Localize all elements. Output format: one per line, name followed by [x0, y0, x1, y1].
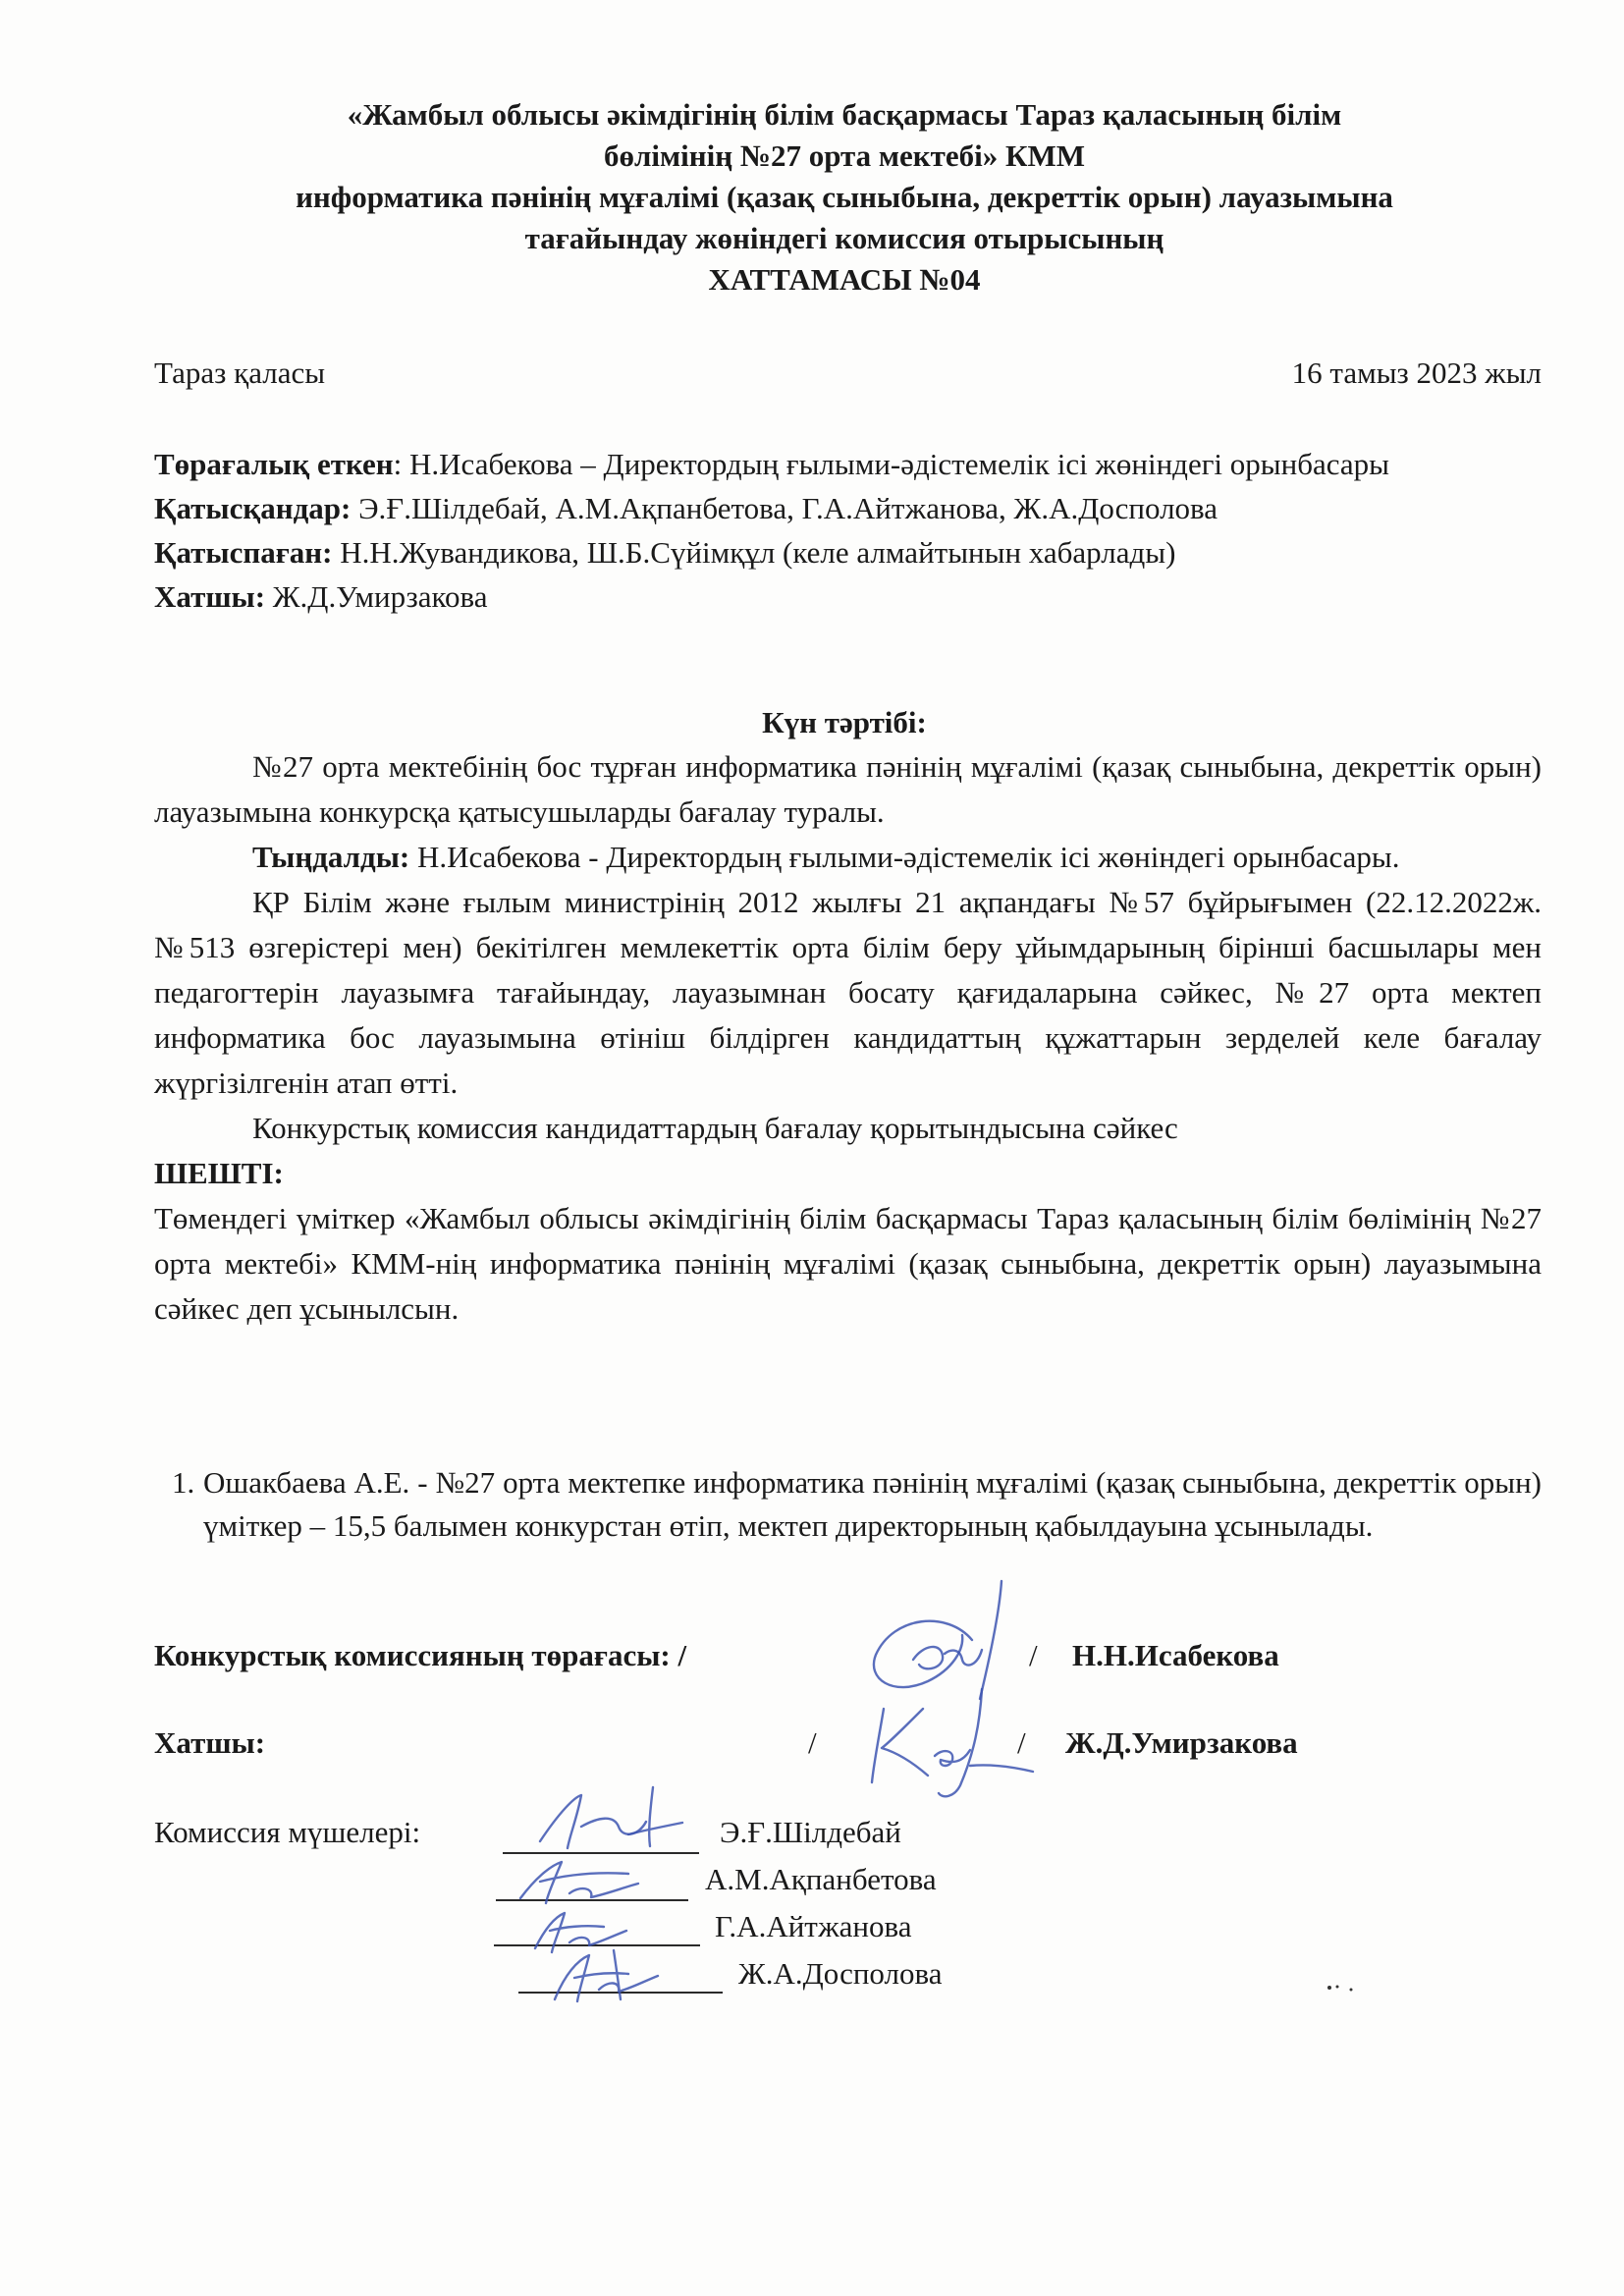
agenda-text: №27 орта мектебінің бос тұрған информатика пәнінің мұғалімі (қазақ сыныбына, декреттік орын) лауазымына конкурсқа қатысушыларды бағалау туралы.: [154, 749, 1542, 829]
decision-label: ШЕШТІ:: [154, 1156, 284, 1190]
chair-line: [154, 442, 1542, 486]
heard-line: [154, 835, 1542, 880]
member-name: Э.Ғ.Шілдебай: [720, 1815, 901, 1849]
attendees-block: [154, 442, 1542, 619]
secretary-slash-right: /: [1017, 1725, 1026, 1760]
secretary-text: Ж.Д.Умирзакова: [265, 579, 488, 614]
members-label: Комиссия мүшелері:: [154, 1815, 421, 1849]
header-line-1: «Жамбыл облысы әкімдігінің білім басқармасы Тараз қаласының білім: [347, 97, 1342, 132]
member-name: Ж.А.Досполова: [738, 1956, 943, 1991]
chair-signature-label: Конкурстық комиссияның төрағасы: /: [154, 1638, 687, 1672]
absent-label: Қатыспаған:: [154, 535, 333, 570]
member-name: А.М.Ақпанбетова: [705, 1862, 937, 1896]
member-name: Г.А.Айтжанова: [715, 1909, 912, 1943]
decision-list: [154, 1461, 1542, 1548]
list-item-number: 1.: [172, 1465, 195, 1500]
present-text: Э.Ғ.Шілдебай, А.М.Ақпанбетова, Г.А.Айтжанова, Ж.А.Досполова: [351, 491, 1218, 525]
place-date-row: [154, 355, 1542, 391]
heard-text: Н.Исабекова - Директордың ғылыми-әдістемелік ісі жөніндегі орынбасары.: [409, 840, 1400, 874]
chair-label: Төрағалық еткен: [154, 447, 394, 481]
body-text: [154, 744, 1542, 1332]
secretary-name: Ж.Д.Умирзакова: [1065, 1725, 1298, 1760]
main-paragraph: ҚР Білім және ғылым министрінің 2012 жылғы 21 ақпандағы №57 бұйрығымен (22.12.2022ж. №513 өзгерістері мен) бекітілген мемлекеттік орта білім беру ұйымдарының бірінші басшылары мен педагогтерін лауазымға тағайындау, лауазымнан босату қағидаларына сәйкес, №27 орта мектеп информатика бос лауазымына өтініш білдірген кандидаттың құжаттарын зерделей келе бағалау жүргізілгенін атап өтті.: [154, 885, 1542, 1100]
list-item-text: Ошакбаева А.Е. - №27 орта мектепке информатика пәнінің мұғалімі (қазақ сыныбына, декреттік орын) үміткер – 15,5 балымен конкурстан өтіп, мектеп директорының қабылдауына ұсынылады.: [203, 1465, 1542, 1543]
chair-text: : Н.Исабекова – Директордың ғылыми-әдістемелік ісі жөніндегі орынбасары: [393, 447, 1389, 481]
decision-text: Төмендегі үміткер «Жамбыл облысы әкімдігінің білім басқармасы Тараз қаласының білім бөлімінің №27 орта мектебі» КММ-нің информатика пәнінің мұғалімі (қазақ сыныбына, декреттік орын) лауазымына сәйкес деп ұсынылсын.: [154, 1201, 1542, 1326]
ink-dots: [1326, 1982, 1365, 1994]
secretary-slash-left: /: [808, 1725, 817, 1760]
present-line: [154, 486, 1542, 530]
absent-text: Н.Н.Жувандикова, Ш.Б.Сүйімқұл (келе алмайтынын хабарлады): [332, 535, 1176, 570]
place: Тараз қаласы: [154, 355, 326, 390]
heard-label: Тыңдалды:: [252, 840, 410, 874]
absent-line: [154, 530, 1542, 574]
header-line-4: тағайындау жөніндегі комиссия отырысының: [524, 221, 1164, 255]
chair-slash: /: [1029, 1638, 1038, 1672]
header-line-3: информатика пәнінің мұғалімі (қазақ сыныбына, декреттік орын) лауазымына: [296, 180, 1393, 214]
secretary-signature-label: Хатшы:: [154, 1725, 266, 1760]
member-signature-4: [530, 1931, 697, 2009]
secretary-signature: [844, 1669, 1041, 1807]
agenda-title: Күн тәртібі:: [762, 705, 927, 739]
protocol-number: ХАТТАМАСЫ №04: [708, 262, 981, 297]
commission-text: Конкурстық комиссия кандидаттардың бағалау қорытындысына сәйкес: [252, 1111, 1178, 1145]
list-item: [154, 1461, 1542, 1548]
date: 16 тамыз 2023 жыл: [1291, 355, 1542, 390]
header-line-2: бөлімінің №27 орта мектебі» КММ: [604, 138, 1085, 173]
secretary-line: [154, 574, 1542, 619]
secretary-label: Хатшы:: [154, 579, 266, 614]
present-label: Қатысқандар:: [154, 491, 352, 525]
document-header: [147, 94, 1542, 301]
chair-name: Н.Н.Исабекова: [1072, 1638, 1279, 1672]
